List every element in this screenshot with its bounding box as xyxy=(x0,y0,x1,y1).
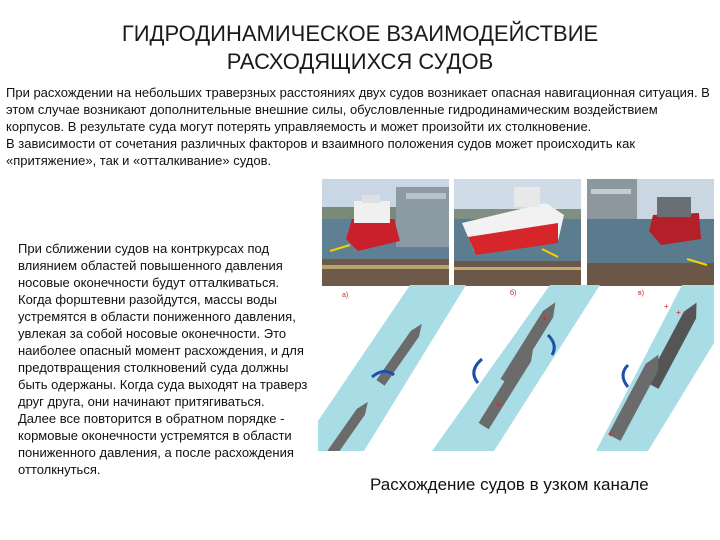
explanation-paragraph-2: Когда форштевни разойдутся, массы воды устремятся в области пониженного давления, увлекая за собой носовые оконечности. Это наиболее опасный момент расхождения, и для предотвращения столкновений суда должны быть одержаны. Когда суда выходят на траверз друг друга, они начинают притягиваться. xyxy=(18,292,308,409)
intro-paragraph-2: В зависимости от сочетания различных факторов и взаимного положения судов может происходить как «притяжение», так и «отталкивание» судов. xyxy=(6,136,636,168)
ship-photo-2 xyxy=(454,179,581,286)
page-title xyxy=(60,20,660,76)
explanation-text xyxy=(18,240,320,478)
svg-text:+: + xyxy=(676,308,681,317)
intro-text xyxy=(6,84,712,169)
ship-passing-diagram xyxy=(318,283,714,451)
title-line-1: ГИДРОДИНАМИЧЕСКОЕ ВЗАИМОДЕЙСТВИЕ xyxy=(121,21,599,46)
ship-photo-3 xyxy=(587,179,714,286)
panel-label-c: в) xyxy=(638,290,645,297)
flow-arrow-b-left xyxy=(474,359,482,383)
explanation-paragraph-1: При сближении судов на контркурсах под влиянием областей повышенного давления носовые оконечности будут отталкиваться. xyxy=(18,241,283,290)
flow-arrow-c xyxy=(623,365,628,387)
svg-text:+: + xyxy=(664,302,669,311)
svg-text:+: + xyxy=(542,314,547,323)
title-line-2: РАСХОДЯЩИХСЯ СУДОВ xyxy=(226,49,494,74)
ship-photo-1 xyxy=(322,179,449,286)
panel-label-b: б) xyxy=(510,290,517,297)
explanation-paragraph-3: Далее все повторится в обратном порядке - кормовые оконечности устремятся в области пониженного давления, а после расхождения оттолкнуться. xyxy=(18,411,294,477)
diagram-caption: Расхождение судов в узком канале xyxy=(370,475,649,494)
intro-paragraph-1: При расхождении на небольших траверзных расстояниях двух судов возникает опасная навигационная ситуация. В этом случае возникают дополнительные внешние силы, обусловленные гидродинамическим воздействием корпусов. В результате суда могут потерять управляемость и может произойти их столкновение. xyxy=(6,85,710,134)
svg-text:+: + xyxy=(608,430,613,439)
panel-label-a: а) xyxy=(342,292,349,299)
svg-text:+: + xyxy=(496,400,501,409)
